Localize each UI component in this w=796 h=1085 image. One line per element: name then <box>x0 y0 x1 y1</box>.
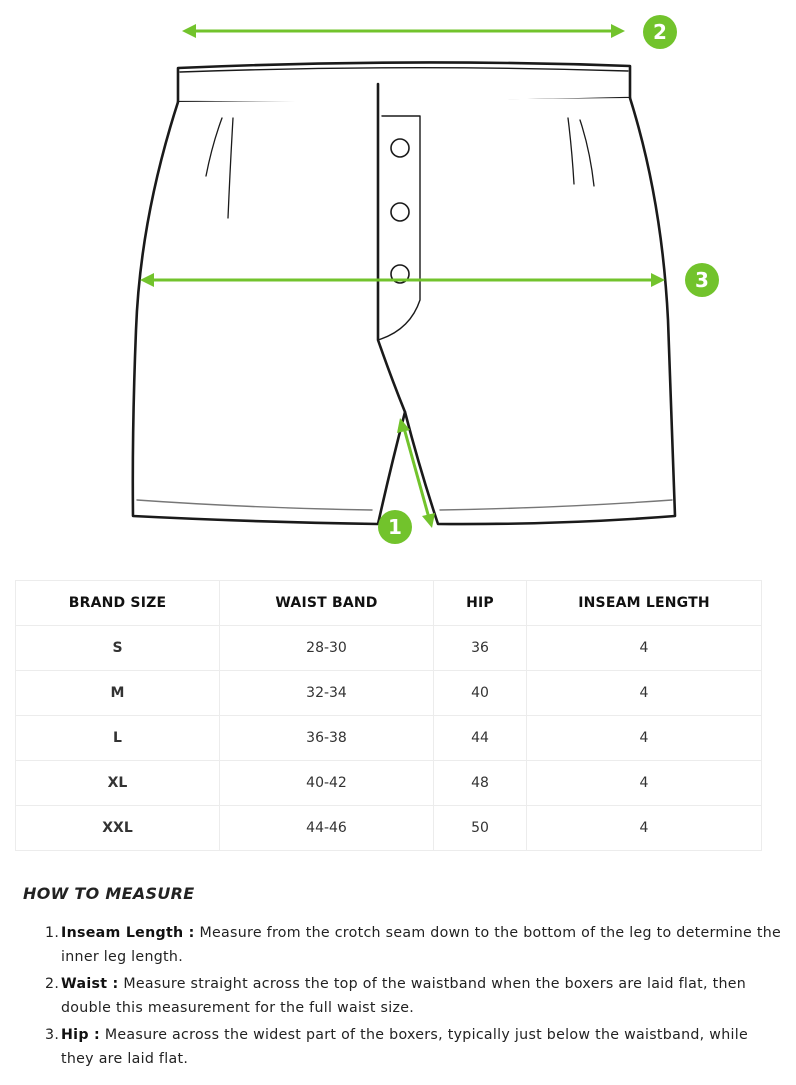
table-row <box>16 761 762 806</box>
item-term: Hip : <box>61 1027 101 1043</box>
inseam-cell: 4 <box>527 716 762 761</box>
table-header-row <box>16 581 762 626</box>
measure-instructions-list <box>23 921 783 1071</box>
table-row <box>16 716 762 761</box>
hip-cell: 36 <box>434 626 527 671</box>
how-to-measure-section <box>23 884 783 1074</box>
item-text: Measure across the widest part of the boxers, typically just below the waistband, while they are laid flat. <box>61 1027 748 1067</box>
list-item <box>45 972 783 1020</box>
hip-cell: 44 <box>434 716 527 761</box>
shorts-outline <box>133 62 675 524</box>
waist-cell: 44-46 <box>220 806 434 851</box>
marker-label: 1 <box>388 515 402 539</box>
item-text: Measure straight across the top of the waistband when the boxers are laid flat, then double this measurement for the full waist size. <box>61 976 747 1016</box>
waist-arrow <box>182 24 625 38</box>
marker-label: 2 <box>653 20 667 44</box>
button-icon <box>391 139 409 157</box>
list-item <box>45 1023 783 1071</box>
size-cell: S <box>16 626 220 671</box>
marker-badge-waist <box>643 15 677 49</box>
marker-badge-inseam <box>378 510 412 544</box>
size-cell: L <box>16 716 220 761</box>
waist-cell: 32-34 <box>220 671 434 716</box>
hip-cell: 50 <box>434 806 527 851</box>
hip-cell: 48 <box>434 761 527 806</box>
waist-cell: 36-38 <box>220 716 434 761</box>
item-number: 2. <box>45 976 60 992</box>
item-term: Waist : <box>61 976 119 992</box>
waist-cell: 40-42 <box>220 761 434 806</box>
hip-cell: 40 <box>434 671 527 716</box>
size-cell: M <box>16 671 220 716</box>
item-term: Inseam Length : <box>61 925 195 941</box>
item-text: Measure from the crotch seam down to the bottom of the leg to determine the inner leg length. <box>61 925 782 965</box>
header-waist-band: WAIST BAND <box>220 581 434 626</box>
waist-cell: 28-30 <box>220 626 434 671</box>
inseam-cell: 4 <box>527 806 762 851</box>
inseam-cell: 4 <box>527 761 762 806</box>
header-inseam-length: INSEAM LENGTH <box>527 581 762 626</box>
inseam-cell: 4 <box>527 626 762 671</box>
inseam-cell: 4 <box>527 671 762 716</box>
list-item <box>45 921 783 969</box>
table-row <box>16 626 762 671</box>
size-cell: XXL <box>16 806 220 851</box>
size-chart-table <box>15 580 762 851</box>
header-brand-size: BRAND SIZE <box>16 581 220 626</box>
marker-label: 3 <box>695 268 709 292</box>
button-icon <box>391 203 409 221</box>
section-title: HOW TO MEASURE <box>23 884 195 903</box>
item-number: 3. <box>45 1027 60 1043</box>
item-number: 1. <box>45 925 60 941</box>
table-row <box>16 806 762 851</box>
size-cell: XL <box>16 761 220 806</box>
header-hip: HIP <box>434 581 527 626</box>
table-row <box>16 671 762 716</box>
marker-badge-hip <box>685 263 719 297</box>
